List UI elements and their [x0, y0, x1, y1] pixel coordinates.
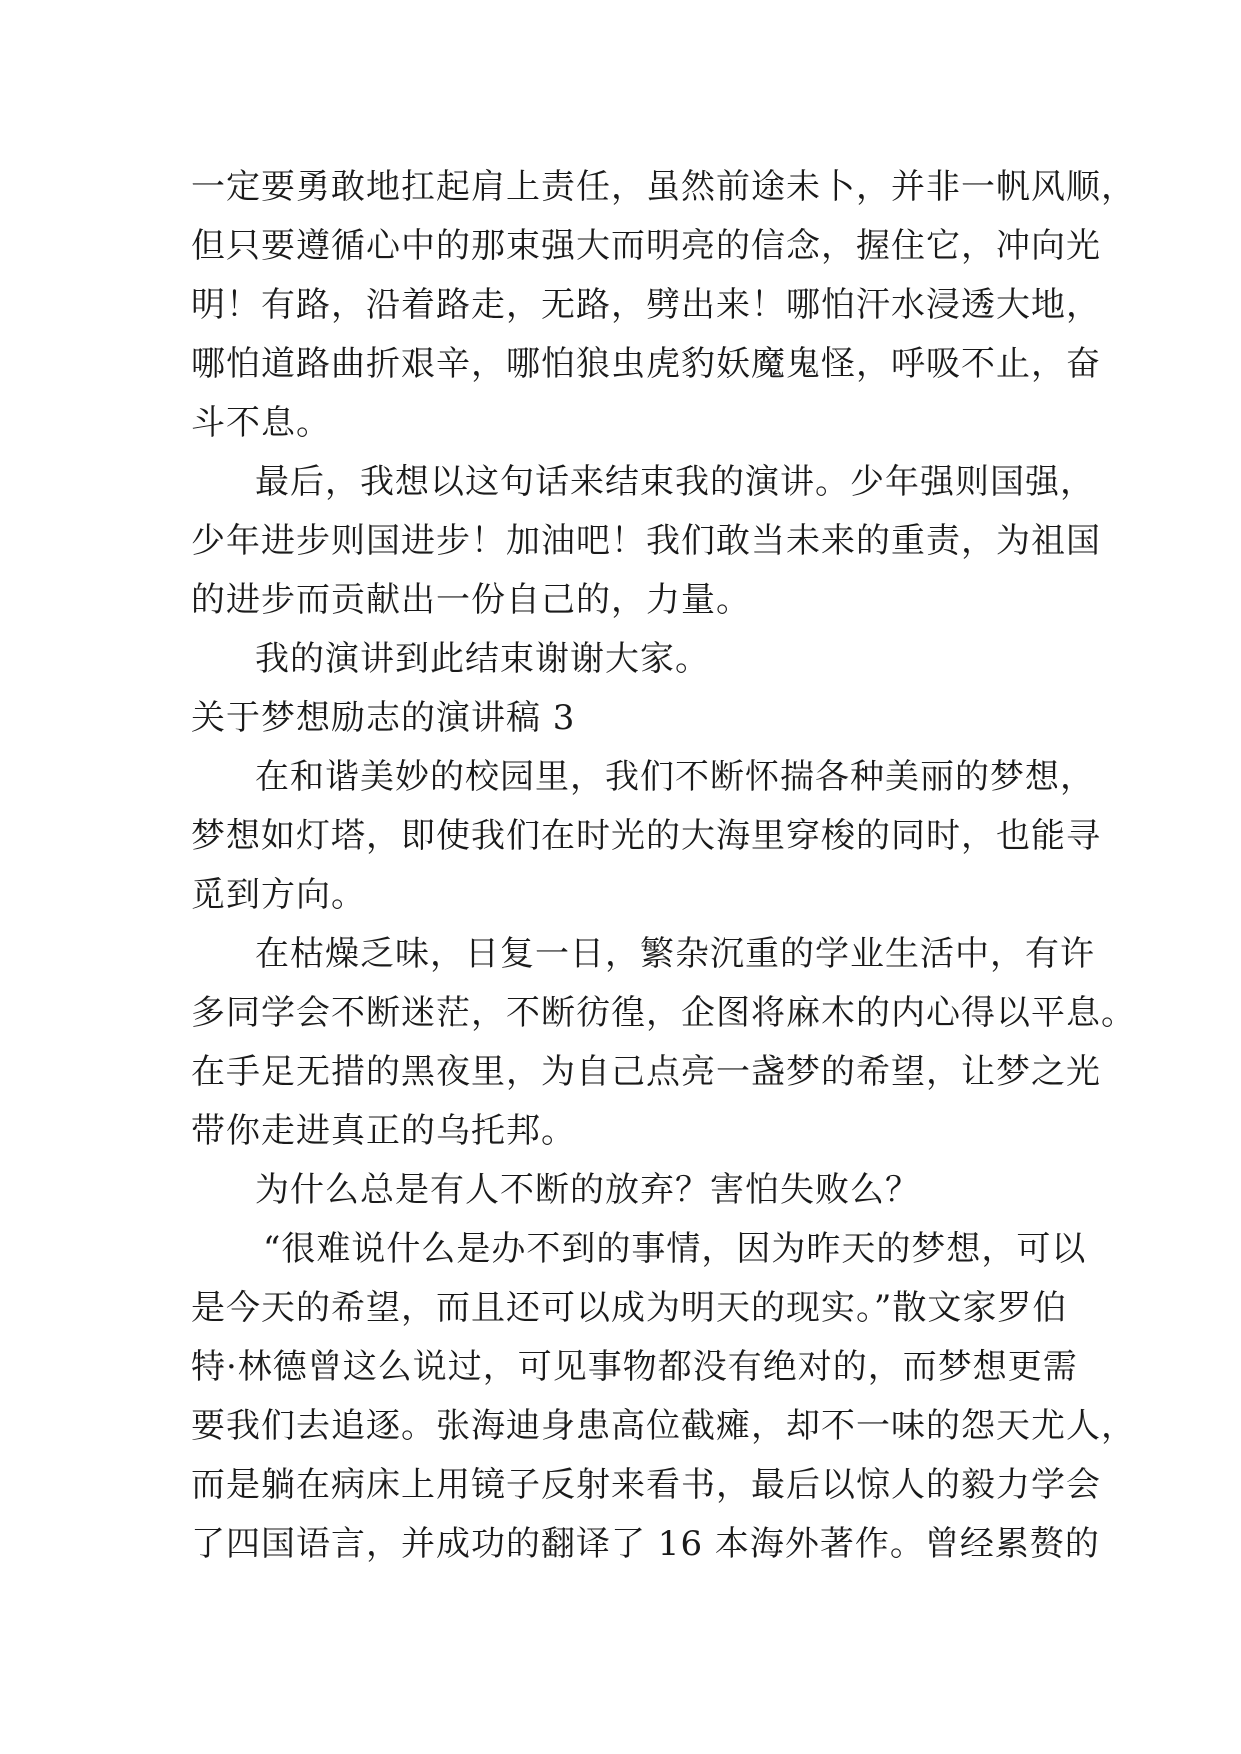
text-line: 斗不息。 [191, 403, 331, 443]
text-line: 特·林德曾这么说过，可见事物都没有绝对的，而梦想更需 [191, 1347, 1078, 1387]
text-line: 了四国语言，并成功的翻译了 16 本海外著作。曾经累赘的 [191, 1524, 1100, 1564]
text-line: 的进步而贡献出一份自己的，力量。 [191, 580, 751, 620]
text-line: 一定要勇敢地扛起肩上责任，虽然前途未卜，并非一帆风顺， [191, 167, 1136, 207]
paragraph-start-line: 最后，我想以这句话来结束我的演讲。少年强则国强， [255, 462, 1095, 502]
paragraph-start-line: 在枯燥乏味，日复一日，繁杂沉重的学业生活中，有许 [255, 934, 1095, 974]
text-line: 哪怕道路曲折艰辛，哪怕狼虫虎豹妖魔鬼怪，呼吸不止，奋 [191, 344, 1101, 384]
text-line: 但只要遵循心中的那束强大而明亮的信念，握住它，冲向光 [191, 226, 1101, 266]
paragraph-start-line: 为什么总是有人不断的放弃？害怕失败么？ [255, 1170, 920, 1210]
text-line: 明！有路，沿着路走，无路，劈出来！哪怕汗水浸透大地， [191, 285, 1101, 325]
text-line: 觅到方向。 [191, 875, 366, 915]
paragraph-start-line: 我的演讲到此结束谢谢大家。 [255, 639, 710, 679]
section-heading: 关于梦想励志的演讲稿 3 [191, 698, 576, 738]
text-line: 在手足无措的黑夜里，为自己点亮一盏梦的希望，让梦之光 [191, 1052, 1101, 1092]
text-line: 而是躺在病床上用镜子反射来看书，最后以惊人的毅力学会 [191, 1465, 1101, 1505]
paragraph-start-line: “很难说什么是办不到的事情，因为昨天的梦想，可以 [263, 1229, 1087, 1269]
text-line: 是今天的希望，而且还可以成为明天的现实。”散文家罗伯 [191, 1288, 1068, 1328]
text-line: 多同学会不断迷茫，不断彷徨，企图将麻木的内心得以平息。 [191, 993, 1136, 1033]
text-line: 带你走进真正的乌托邦。 [191, 1111, 576, 1151]
document-body [191, 158, 1136, 1574]
text-line: 要我们去追逐。张海迪身患高位截瘫，却不一味的怨天尤人， [191, 1406, 1136, 1446]
paragraph-start-line: 在和谐美妙的校园里，我们不断怀揣各种美丽的梦想， [255, 757, 1095, 797]
text-line: 少年进步则国进步！加油吧！我们敢当未来的重责，为祖国 [191, 521, 1101, 561]
text-line: 梦想如灯塔，即使我们在时光的大海里穿梭的同时，也能寻 [191, 816, 1101, 856]
